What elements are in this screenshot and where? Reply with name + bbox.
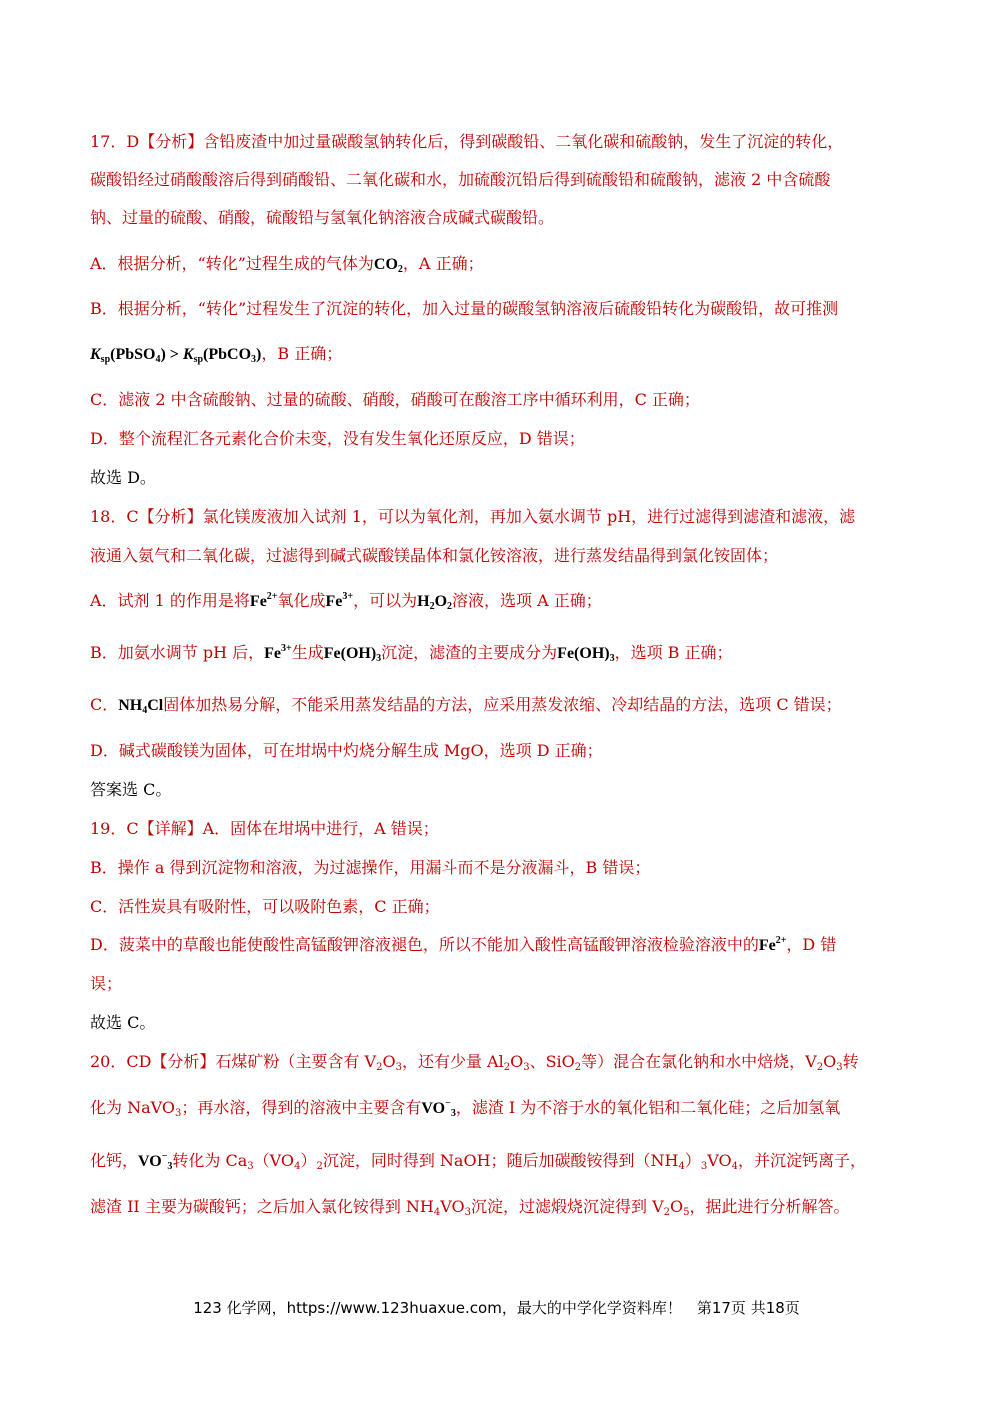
q17-line-1: 17．D【分析】含铅废渣中加过量碳酸氢钠转化后，得到碳酸铅、二氧化碳和硫酸钠，发生了沉淀的转化， <box>90 132 844 151</box>
fe3-ion: $Fe^{3+}$ <box>325 591 354 610</box>
nh4cl-formula: $NH_4Cl$ <box>118 697 164 716</box>
q18-line-2: 液通入氨气和二氧化碳，过滤得到碱式碳酸镁晶体和氯化铵溶液，进行蒸发结晶得到氯化铵固体； <box>90 546 779 565</box>
q17-option-b-line-1: B．根据分析，“转化”过程发生了沉淀的转化，加入过量的碳酸氢钠溶液后硫酸铅转化为碳酸铅，故可推测 <box>90 299 839 318</box>
q18-option-a: A．试剂 1 的作用是将$Fe^{2+}$氧化成$Fe^{3+}$，可以为$H_2O_2$溶液，选项 A 正确； <box>90 591 602 612</box>
q17-option-c: C．滤液 2 中含硫酸钠、过量的硫酸、硝酸，硝酸可在酸溶工序中循环利用，C 正确； <box>90 390 700 409</box>
co2-formula: $CO_2$ <box>373 256 403 275</box>
q18-answer: 答案选 C。 <box>90 780 172 799</box>
feoh3-formula: $Fe(OH)_3$ <box>323 645 382 664</box>
ksp-inequality: $K_{sp}(PbSO_4)$ > $K_{sp}(PbCO_3)$ <box>90 346 262 365</box>
q18-option-d: D．碱式碳酸镁为固体，可在坩埚中灼烧分解生成 MgO，选项 D 正确； <box>90 741 603 760</box>
page-footer: 123 化学网，https://www.123huaxue.com，最大的中学化学资料库！ 第17页 共18页 <box>193 1299 800 1317</box>
h2o2-formula: $H_2O_2$ <box>417 593 453 612</box>
q17-option-a: A．根据分析，“转化”过程生成的气体为$CO_2$，A 正确； <box>90 254 484 275</box>
fe2-ion: $Fe^{2+}$ <box>758 935 787 954</box>
q17-line-3: 钠、过量的硫酸、硝酸，硫酸铅与氢氧化钠溶液合成碱式碳酸铅。 <box>90 208 555 227</box>
q19-option-b: B．操作 a 得到沉淀物和溶液，为过滤操作，用漏斗而不是分液漏斗，B 错误； <box>90 858 651 877</box>
q19-option-d-cont: 误； <box>90 974 123 993</box>
fe2-ion: $Fe^{2+}$ <box>249 591 278 610</box>
q20-line-3: 化钙，$VO^-_3$转化为 $Ca_3(VO_4)_2$沉淀，同时得到 NaOH；随后加碳酸铵得到$(NH_4)_3VO_4$，并沉淀钙离子， <box>90 1151 867 1172</box>
q17-option-d: D．整个流程汇各元素化合价未变，没有发生氧化还原反应，D 错误； <box>90 429 585 448</box>
q18-option-b: B．加氨水调节 pH 后，$Fe^{3+}$生成$Fe(OH)_3$沉淀，滤渣的主要成分为$Fe(OH)_3$，选项 B 正确； <box>90 643 733 664</box>
q20-line-2: 化为 NaVO$_3$；再水溶，得到的溶液中主要含有$VO^-_3$，滤渣 I 为不溶于水的氧化铝和二氧化硅；之后加氢氧 <box>90 1098 841 1119</box>
q20-line-4: 滤渣 II 主要为碳酸钙；之后加入氯化铵得到 $NH_4VO_3$沉淀，过滤煅烧沉淀得到 $V_2O_5$，据此进行分析解答。 <box>90 1197 850 1218</box>
q20-line-1: 20．CD【分析】石煤矿粉（主要含有 $V_2O_3$，还有少量 $Al_2O_3$、SiO$_2$等）混合在氯化钠和水中焙烧，$V_2O_3$转 <box>90 1052 859 1073</box>
q19-answer: 故选 C。 <box>90 1013 156 1032</box>
q17-option-b-line-2: $K_{sp}(PbSO_4)$ > $K_{sp}(PbCO_3)$，B 正确； <box>90 344 343 365</box>
vo3-ion: $VO^-_3$ <box>421 1098 456 1119</box>
q18-line-1: 18．C【分析】氯化镁废液加入试剂 1，可以为氧化剂，再加入氨水调节 pH，进行过滤得到滤渣和滤液，滤 <box>90 507 856 526</box>
q18-option-c: C．$NH_4Cl$固体加热易分解，不能采用蒸发结晶的方法，应采用蒸发浓缩、冷却结晶的方法，选项 C 错误； <box>90 695 842 716</box>
vo3-ion: $VO^-_3$ <box>138 1151 173 1172</box>
q17-line-2: 碳酸铅经过硝酸酸溶后得到硝酸铅、二氧化碳和水，加硫酸沉铅后得到硫酸铅和硫酸钠，滤液 2 中含硫酸 <box>90 170 831 189</box>
q17-answer: 故选 D。 <box>90 468 156 487</box>
feoh3-formula: $Fe(OH)_3$ <box>557 645 615 664</box>
fe3-ion: $Fe^{3+}$ <box>264 643 292 662</box>
q19-option-c: C．活性炭具有吸附性，可以吸附色素，C 正确； <box>90 897 440 916</box>
q19-line-1: 19．C【详解】A．固体在坩埚中进行，A 错误； <box>90 819 439 838</box>
q19-option-d: D．菠菜中的草酸也能使酸性高锰酸钾溶液褪色，所以不能加入酸性高锰酸钾溶液检验溶液中的$Fe^{2+}$，D 错 <box>90 935 837 954</box>
